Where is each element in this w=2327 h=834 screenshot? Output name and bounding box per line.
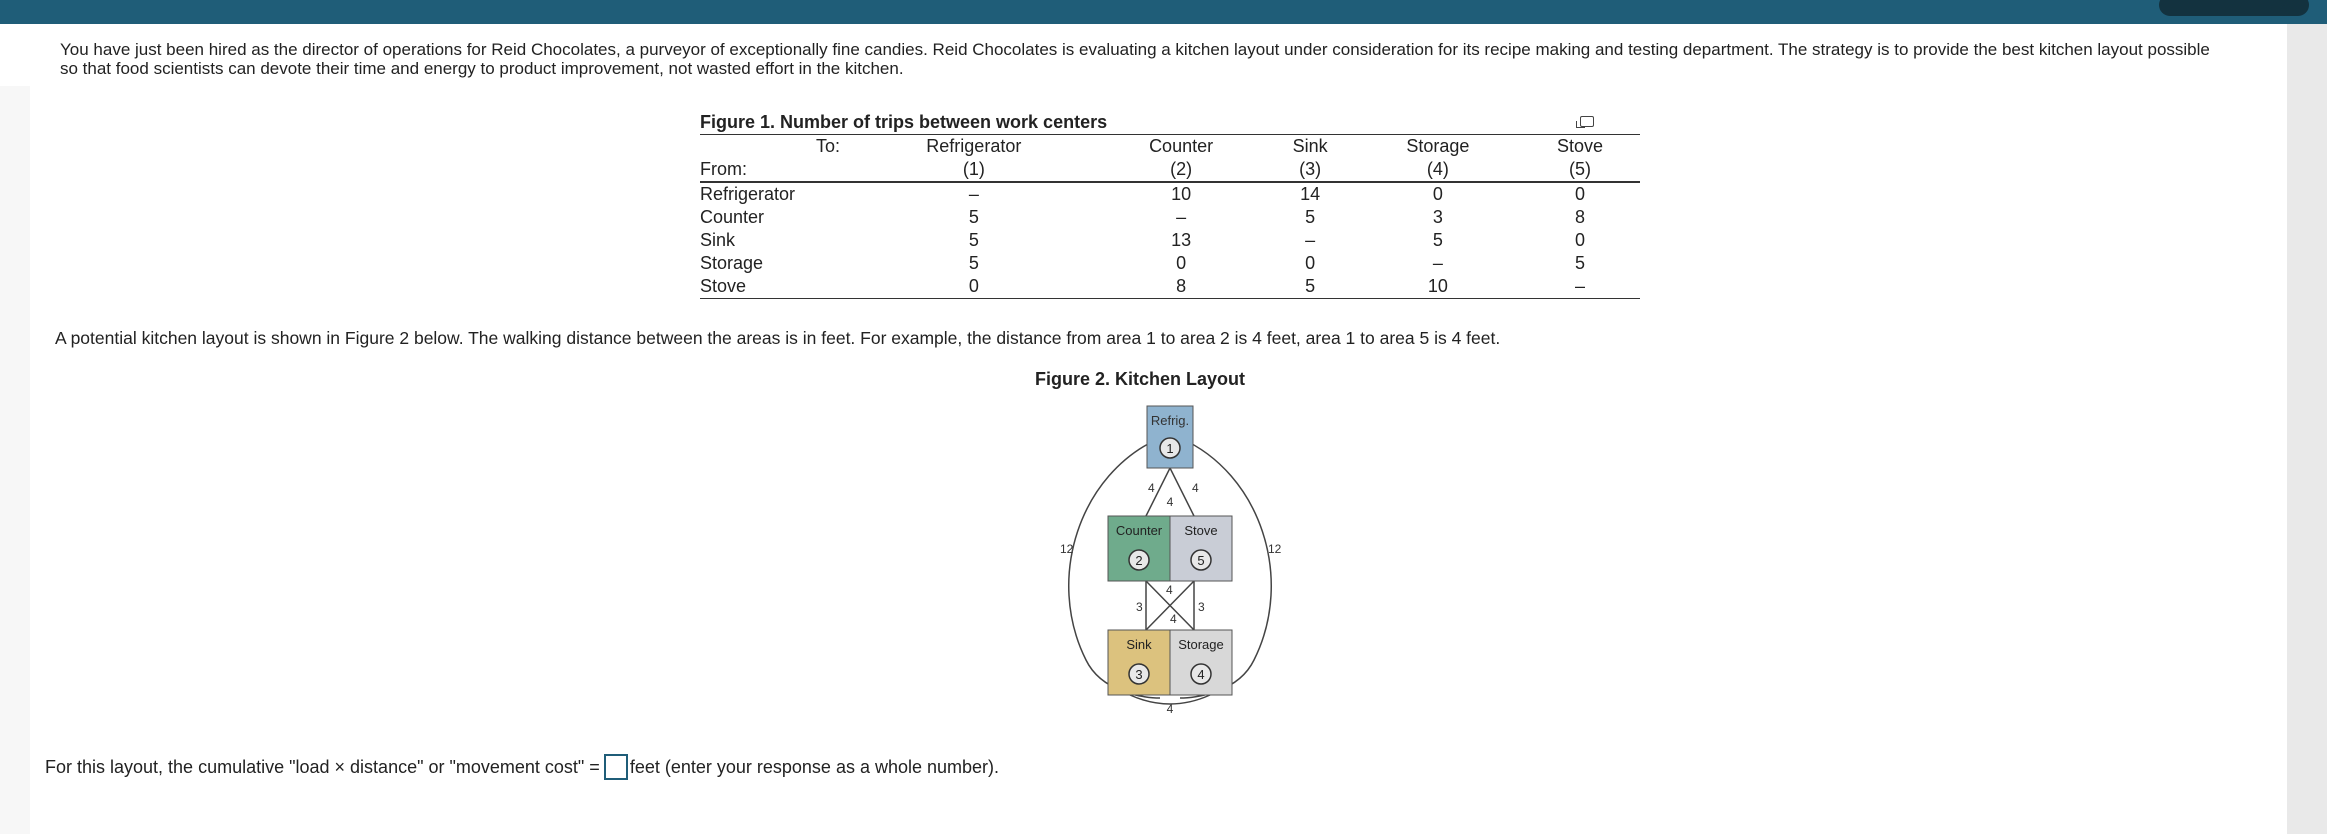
kitchen-layout-diagram	[1050, 398, 1290, 733]
col-header: Sink	[1292, 136, 1328, 156]
col-number: (4)	[1356, 158, 1520, 182]
storage-number: 4	[1197, 667, 1205, 682]
col-number: (5)	[1520, 158, 1640, 182]
intro-text: You have just been hired as the director of operations for Reid Chocolates, a purveyor of exceptionally fine candies. Reid Chocolates is evaluating a kitchen layout under consideration for its recipe making and testing department. The strategy is to provide the best kitchen layout possible so that food scientists can devote their time and energy to product improvement, not wasted effort in the kitchen.	[60, 40, 2210, 78]
table-cell: 5	[1265, 275, 1356, 299]
table-cell: 5	[968, 207, 979, 227]
table-cell: –	[1305, 230, 1316, 250]
table-row	[700, 229, 1640, 252]
table-cell: –	[968, 184, 979, 204]
table-header-row	[700, 158, 1640, 182]
table-cell: 5	[1432, 230, 1443, 250]
distance-label-2-4: 4	[1166, 583, 1173, 597]
row-label: Refrigerator	[700, 184, 796, 204]
left-margin	[0, 86, 30, 834]
table-cell: 0	[1575, 184, 1586, 204]
distance-label-1-5: 4	[1192, 481, 1199, 495]
row-label: Storage	[700, 253, 764, 273]
refrig-number: 1	[1166, 441, 1174, 456]
sink-number: 3	[1135, 667, 1143, 682]
layout-description: A potential kitchen layout is shown in Figure 2 below. The walking distance between the areas is in feet. For example, the distance from area 1 to area 2 is 4 feet, area 1 to area 5 is 4 feet.	[55, 328, 1501, 348]
kitchen-layout-svg	[1050, 398, 1290, 728]
distance-label-5-4: 3	[1198, 600, 1205, 614]
table-cell: –	[1520, 275, 1640, 299]
table-cell: 8	[1098, 275, 1265, 299]
table-cell: –	[1432, 253, 1443, 273]
distance-label-1-3: 12	[1060, 542, 1074, 556]
row-label: Stove	[700, 275, 850, 299]
counter-number: 2	[1135, 553, 1143, 568]
table-cell: 0	[1432, 184, 1443, 204]
distance-label-1-2: 4	[1148, 481, 1155, 495]
distance-label-2-5: 4	[1166, 495, 1174, 509]
table-cell: 0	[1305, 253, 1316, 273]
figure1	[700, 110, 1646, 299]
table-cell: 3	[1432, 207, 1443, 227]
edge-1-5	[1170, 468, 1194, 516]
table-cell: 8	[1575, 207, 1586, 227]
col-header: Stove	[1557, 136, 1604, 156]
distance-label-3-5: 4	[1170, 612, 1177, 626]
stove-label: Stove	[1184, 523, 1218, 538]
refrig-label: Refrig.	[1150, 413, 1190, 428]
table-cell: –	[1176, 207, 1187, 227]
distance-label-1-4: 12	[1268, 542, 1282, 556]
right-scroll-area	[2287, 24, 2327, 834]
top-bar	[0, 0, 2327, 24]
row-label: Sink	[700, 230, 736, 250]
to-label: To:	[815, 136, 840, 156]
table-row	[700, 275, 1640, 299]
table-header-row	[700, 135, 1640, 159]
movement-cost-input[interactable]	[604, 754, 628, 780]
table-cell: 13	[1171, 230, 1192, 250]
table-cell: 14	[1300, 184, 1321, 204]
figure1-title	[700, 110, 1646, 134]
row-label: Counter	[700, 207, 765, 227]
copy-icon[interactable]	[1580, 116, 1594, 127]
figure1-title-text: Figure 1. Number of trips between work centers	[700, 112, 1108, 132]
col-number: (2)	[1098, 158, 1265, 182]
table-row	[700, 182, 1640, 206]
question-prefix: For this layout, the cumulative "load × distance" or "movement cost" =	[45, 756, 600, 777]
col-header: Storage	[1406, 136, 1470, 156]
col-header: Counter	[1149, 136, 1214, 156]
trips-table	[700, 134, 1640, 299]
col-number: (1)	[850, 158, 1098, 182]
table-cell: 5	[968, 230, 979, 250]
storage-label: Storage	[1178, 637, 1224, 652]
stove-number: 5	[1197, 553, 1205, 568]
question-suffix: feet (enter your response as a whole number).	[629, 756, 1000, 777]
from-label: From:	[700, 158, 850, 182]
table-cell: 0	[1575, 230, 1586, 250]
sink-label: Sink	[1126, 637, 1152, 652]
top-bar-button[interactable]	[2159, 0, 2309, 16]
question-line	[45, 754, 999, 780]
counter-label: Counter	[1115, 523, 1163, 538]
table-cell: 10	[1356, 275, 1520, 299]
table-cell: 0	[850, 275, 1098, 299]
col-header: Refrigerator	[926, 136, 1022, 156]
col-number: (3)	[1265, 158, 1356, 182]
table-cell: 0	[1176, 253, 1187, 273]
table-cell: 10	[1171, 184, 1192, 204]
table-cell: 5	[968, 253, 979, 273]
figure2-title: Figure 2. Kitchen Layout	[1035, 369, 1246, 389]
distance-label-2-3: 3	[1136, 600, 1143, 614]
table-cell: 5	[1575, 253, 1586, 273]
table-row	[700, 206, 1640, 229]
distance-label-3-4: 4	[1166, 702, 1174, 716]
table-cell: 5	[1305, 207, 1316, 227]
table-row	[700, 252, 1640, 275]
